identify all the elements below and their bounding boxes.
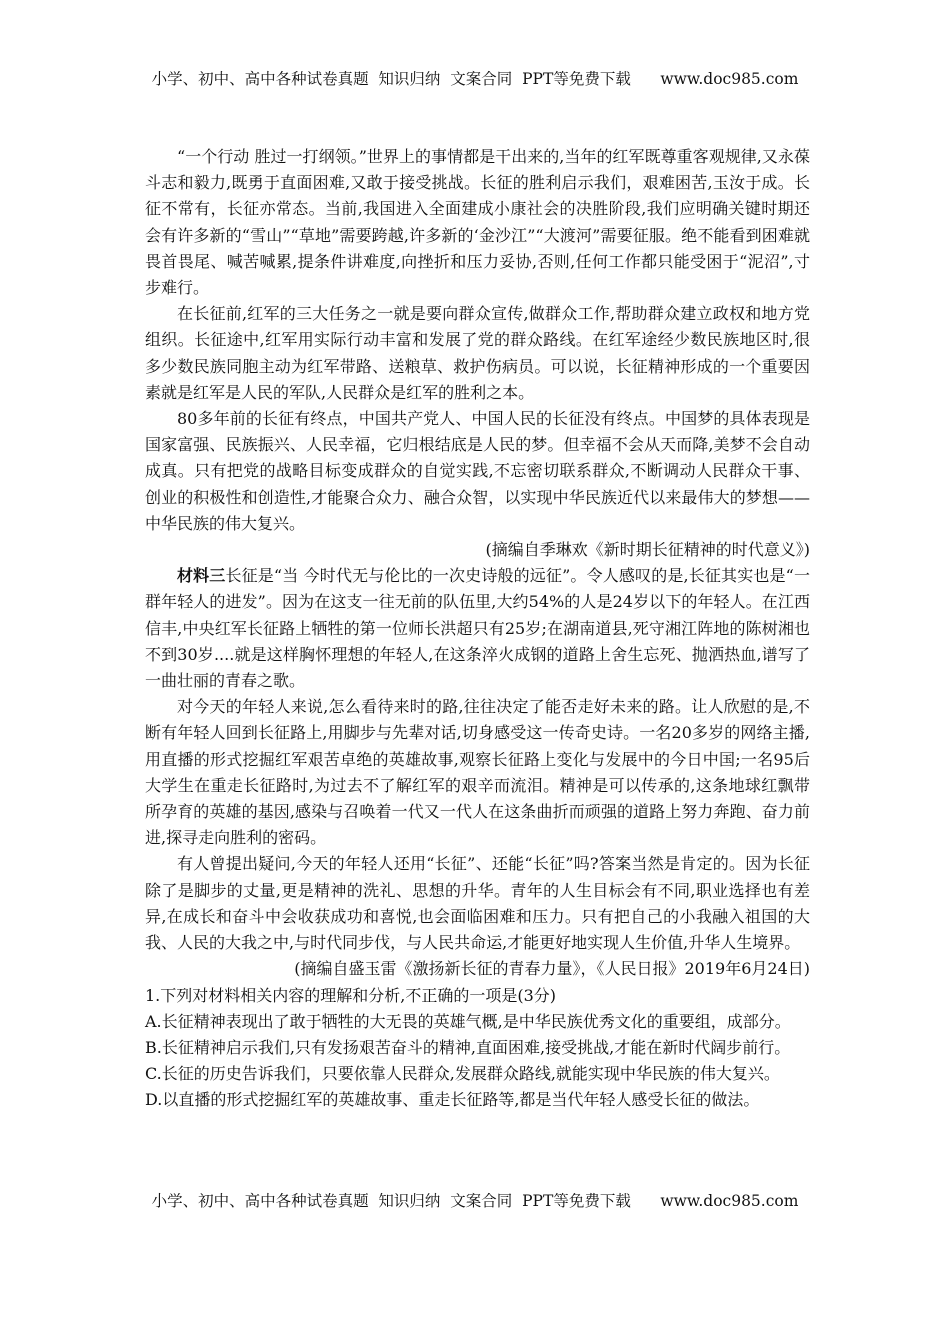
document-body	[145, 144, 810, 1114]
source-citation-1: (摘编自季琳欢《新时期长征精神的时代意义》)	[485, 540, 810, 560]
paragraph-6: 有人曾提出疑问,今天的年轻人还用“长征”、还能“长征”吗?答案当然是肯定的。因为长征除了是脚步的丈量,更是精神的洗礼、思想的升华。青年的人生目标会有不同,职业选择也有差异,在成长和奋斗中会收获成功和喜悦,也会面临困难和压力。只有把自己的小我融入祖国的大我、人民的大我之中,与时代同步伐，与人民共命运,才能更好地实现人生价值,升华人生境界。	[145, 854, 810, 953]
paragraph-5: 对今天的年轻人来说,怎么看待来时的路,往往决定了能否走好未来的路。让人欣慰的是,不断有年轻人回到长征路上,用脚步与先辈对话,切身感受这一传奇史诗。一名20多岁的网络主播,用直播的形式挖掘红军艰苦卓绝的英雄故事,观察长征路上变化与发展中的今日中国;一名95后大学生在重走长征路时,为过去不了解红军的艰辛而流泪。精神是可以传承的,这条地球红飘带所孕育的英雄的基因,感染与召唤着一代又一代人在这条曲折而顽强的道路上努力奔跑、奋力前进,探寻走向胜利的密码。	[145, 697, 810, 848]
paragraph-2: 在长征前,红军的三大任务之一就是要向群众宣传,做群众工作,帮助群众建立政权和地方党组织。长征途中,红军用实际行动丰富和发展了党的群众路线。在红军途经少数民族地区时,很多少数民族同胞主动为红军带路、送粮草、救护伤病员。可以说，长征精神形成的一个重要因素就是红军是人民的军队,人民群众是红军的胜利之本。	[145, 304, 810, 402]
option-a: A.长征精神表现出了敢于牺牲的大无畏的英雄气概,是中华民族优秀文化的重要组，成部分。	[145, 1011, 791, 1031]
paragraph-4-text: 长征是“当 今时代无与伦比的一次史诗般的远征”。令人感叹的是,长征其实也是“一群年轻人的进发”。因为在这支一往无前的队伍里,大约54%的人是24岁以下的年轻人。在江西信丰,中央红军长征路上牺牲的第一位师长洪超只有25岁;在湖南道县,死守湘江阵地的陈树湘也不到30岁....就是这样胸怀理想的年轻人,在这条淬火成钢的道路上舍生忘死、抛洒热血,谱写了一曲壮丽的青春之歌。	[145, 566, 810, 691]
page-footer: 小学、初中、高中各种试卷真题 知识归纳 文案合同 PPT等免费下载 www.doc985.com	[151, 1192, 799, 1210]
paragraph-1: “一个行动 胜过一打纲领。”世界上的事情都是干出来的,当年的红军既尊重客观规律,又永葆斗志和毅力,既勇于直面困难,又敢于接受挑战。长征的胜利启示我们，艰难困苦,玉汝于成。长征不常有，长征亦常态。当前,我国进入全面建成小康社会的决胜阶段,我们应明确关键时期还会有许多新的“雪山”“草地”需要跨越,许多新的‘金沙江”“大渡河”需要征服。绝不能看到困难就畏首畏尾、喊苦喊累,提条件讲难度,向挫折和压力妥协,否则,任何工作都只能受困于“泥沼”,寸步难行。	[145, 147, 810, 298]
option-c: C.长征的历史告诉我们，只要依靠人民群众,发展群众路线,就能实现中华民族的伟大复兴。	[145, 1064, 780, 1084]
option-b: B.长征精神启示我们,只有发扬艰苦奋斗的精神,直面困难,接受挑战,才能在新时代阔步前行。	[145, 1037, 791, 1057]
paragraph-3: 80多年前的长征有终点，中国共产党人、中国人民的长征没有终点。中国梦的具体表现是国家富强、民族振兴、人民幸福，它归根结底是人民的梦。但幸福不会从天而降,美梦不会自动成真。只有把党的战略目标变成群众的自觉实践,不忘密切联系群众,不断调动人民群众干事、创业的积极性和创造性,才能聚合众力、融合众智，以实现中华民族近代以来最伟大的梦想——中华民族的伟大复兴。	[145, 409, 810, 533]
option-d: D.以直播的形式挖掘红军的英雄故事、重走长征路等,都是当代年轻人感受长征的做法。	[145, 1090, 760, 1110]
paragraph-4	[145, 563, 810, 694]
page-header: 小学、初中、高中各种试卷真题 知识归纳 文案合同 PPT等免费下载 www.doc985.com	[151, 70, 799, 88]
material-three-label: 材料三	[177, 566, 226, 586]
source-citation-2: (摘编自盛玉雷《激扬新长征的青春力量》，《人民日报》2019年6月24日)	[294, 959, 810, 979]
question-stem: 1.下列对材料相关内容的理解和分析,不正确的一项是(3分)	[145, 985, 557, 1005]
